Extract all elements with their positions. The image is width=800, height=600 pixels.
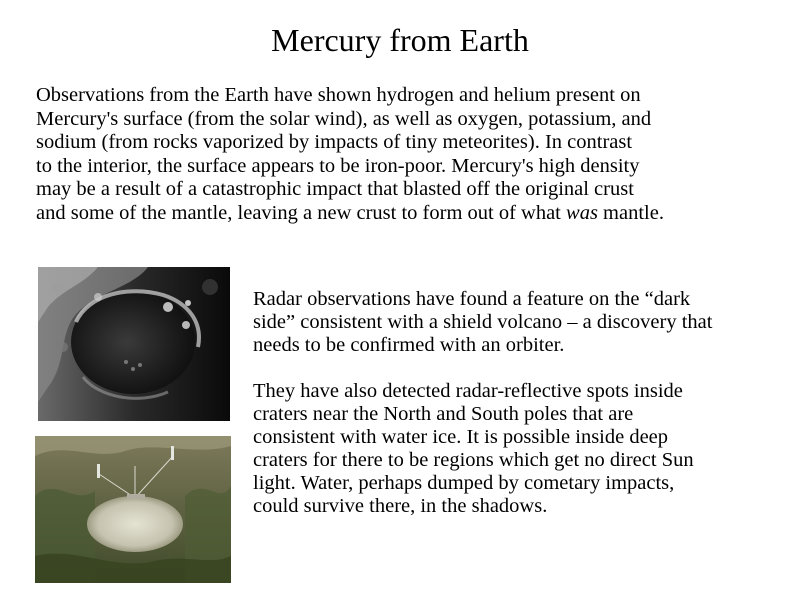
radar-line: needs to be confirmed with an orbiter. bbox=[253, 334, 565, 356]
intro-line: Observations from the Earth have shown hydrogen and helium present on bbox=[36, 84, 641, 106]
ice-line: craters near the North and South poles that are bbox=[253, 403, 634, 425]
intro-emphasis: was bbox=[566, 201, 598, 224]
ice-line: They have also detected radar-reflective spots inside bbox=[253, 380, 683, 402]
ice-paragraph bbox=[253, 380, 793, 518]
ice-line: consistent with water ice. It is possible inside deep bbox=[253, 426, 669, 448]
radar-surface-image bbox=[38, 267, 230, 421]
radar-line: Radar observations have found a feature on the “dark bbox=[253, 288, 691, 310]
radar-paragraph bbox=[253, 288, 793, 357]
ice-line: craters for there to be regions which get no direct Sun bbox=[253, 449, 694, 471]
intro-paragraph bbox=[36, 84, 776, 225]
arecibo-telescope-photo bbox=[35, 436, 231, 583]
intro-line: Mercury's surface (from the solar wind), as well as oxygen, potassium, and bbox=[36, 107, 652, 130]
right-column-text bbox=[253, 288, 793, 541]
slide-title: Mercury from Earth bbox=[271, 22, 529, 58]
intro-line: may be a result of a catastrophic impact that blasted off the original crust bbox=[36, 178, 634, 200]
ice-line: light. Water, perhaps dumped by cometary impacts, bbox=[253, 472, 675, 494]
intro-last-line bbox=[36, 202, 776, 226]
intro-line: sodium (from rocks vaporized by impacts of tiny meteorites). In contrast bbox=[36, 131, 633, 153]
intro-line: to the interior, the surface appears to be iron-poor. Mercury's high density bbox=[36, 154, 640, 177]
intro-last-text-end: mantle. bbox=[597, 201, 664, 224]
radar-line: side” consistent with a shield volcano – a discovery that bbox=[253, 311, 713, 333]
intro-last-text: and some of the mantle, leaving a new crust to form out of what bbox=[36, 201, 567, 224]
ice-line: could survive there, in the shadows. bbox=[253, 495, 548, 517]
